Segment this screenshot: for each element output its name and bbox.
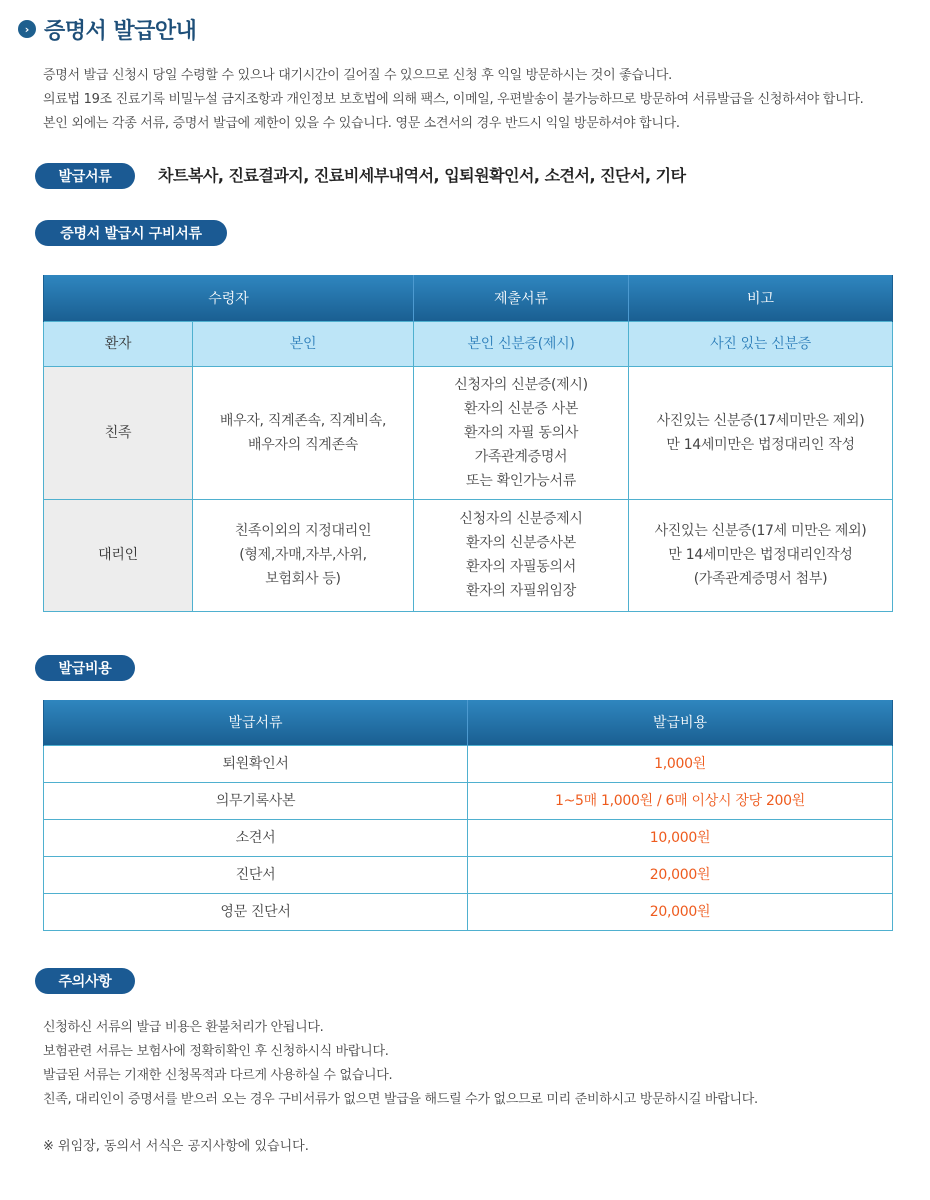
cell-line: 친족이외의 지정대리인	[234, 523, 372, 539]
cell-line: 배우자, 직계존속, 직계비속,	[219, 412, 387, 429]
fee-price-cell: 10,000원	[468, 819, 893, 856]
fees-badge: 발급비용	[35, 655, 135, 681]
cell-line: (가족관계증명서 첨부)	[693, 571, 828, 587]
documents-badge: 발급서류	[35, 163, 135, 189]
table-row	[44, 893, 893, 930]
documents-cell	[414, 366, 629, 499]
cell-line: (형제,자매,자부,사위,	[239, 547, 367, 563]
cell-line: 만 14세미만은 법정대리인 작성	[666, 436, 855, 453]
note-cell: 사진 있는 신분증	[629, 321, 893, 366]
cell-line: 환자의 자필동의서	[466, 559, 576, 575]
table-row	[44, 782, 893, 819]
note-line: 친족, 대리인이 증명서를 받으러 오는 경우 구비서류가 없으면 발급을 해드릴 수가 없으므로 미리 준비하시고 방문하시길 바랍니다.	[43, 1092, 758, 1107]
intro-line: 증명서 발급 신청시 당일 수령할 수 있으나 대기시간이 길어질 수 있으므로 신청 후 익일 방문하시는 것이 좋습니다.	[43, 68, 673, 83]
table-row	[44, 745, 893, 782]
fee-doc-cell: 의무기록사본	[44, 782, 468, 819]
documents-list: 차트복사, 진료결과지, 진료비세부내역서, 입퇴원확인서, 소견서, 진단서, 기타	[158, 166, 686, 185]
note-cell	[629, 366, 893, 499]
documents-cell	[414, 499, 629, 611]
header-document: 발급서류	[44, 700, 468, 745]
note-line: 보험관련 서류는 보험사에 정확히확인 후 신청하시식 바랍니다.	[43, 1044, 389, 1059]
table-header-row	[44, 700, 893, 745]
table-row	[44, 499, 893, 611]
cell-line: 또는 확인가능서류	[466, 472, 576, 489]
header-receiver: 수령자	[44, 275, 414, 321]
intro-line: 본인 외에는 각종 서류, 증명서 발급에 제한이 있을 수 있습니다. 영문 소견서의 경우 반드시 익일 방문하셔야 합니다.	[43, 116, 680, 131]
header-price: 발급비용	[468, 700, 893, 745]
row-label: 환자	[44, 321, 193, 366]
cell-line: 보험회사 등)	[265, 571, 341, 587]
intro-line: 의료법 19조 진료기록 비밀누설 금지조항과 개인정보 보호법에 의해 팩스, 이메일, 우편발송이 불가능하므로 방문하여 서류발급을 신청하셔야 합니다.	[43, 92, 864, 107]
header-documents: 제출서류	[414, 275, 629, 321]
note-line: 발급된 서류는 기재한 신청목적과 다르게 사용하실 수 없습니다.	[43, 1068, 393, 1083]
fee-price-cell: 20,000원	[468, 893, 893, 930]
cell-line: 신청자의 신분증제시	[459, 511, 583, 527]
fee-doc-cell: 진단서	[44, 856, 468, 893]
fee-doc-cell: 퇴원확인서	[44, 745, 468, 782]
table-row	[44, 366, 893, 499]
cell-line: 배우자의 직계존속	[248, 436, 358, 453]
row-label: 대리인	[44, 499, 193, 611]
cell-line: 만 14세미만은 법정대리인작성	[668, 547, 853, 563]
note-cell	[629, 499, 893, 611]
receiver-cell	[193, 366, 414, 499]
notes-badge: 주의사항	[35, 968, 135, 994]
table-row	[44, 856, 893, 893]
fee-price-cell: 20,000원	[468, 856, 893, 893]
note-line: 신청하신 서류의 발급 비용은 환불처리가 안됩니다.	[43, 1020, 324, 1035]
table-row	[44, 321, 893, 366]
cell-line: 환자의 신분증 사본	[463, 400, 579, 417]
notes-list	[43, 1016, 758, 1112]
receiver-cell	[193, 499, 414, 611]
receiver-cell: 본인	[193, 321, 414, 366]
fee-doc-cell: 영문 진단서	[44, 893, 468, 930]
requirements-table	[43, 275, 893, 612]
fee-price-cell: 1~5매 1,000원 / 6매 이상시 장당 200원	[468, 782, 893, 819]
table-row	[44, 819, 893, 856]
cell-line: 가족관계증명서	[474, 448, 568, 465]
cell-line: 환자의 자필위임장	[466, 583, 576, 599]
fee-doc-cell: 소견서	[44, 819, 468, 856]
chevron-right-icon: ›	[18, 20, 36, 38]
fees-table	[43, 700, 893, 931]
page-title: 증명서 발급안내	[44, 18, 197, 44]
table-header-row	[44, 275, 893, 321]
page-header	[18, 14, 196, 44]
cell-line: 환자의 신분증사본	[466, 535, 576, 551]
footnote: ※ 위임장, 동의서 서식은 공지사항에 있습니다.	[43, 1139, 309, 1154]
intro-text	[43, 64, 913, 136]
documents-cell: 본인 신분증(제시)	[414, 321, 629, 366]
cell-line: 사진있는 신분증(17세미만은 제외)	[656, 412, 865, 429]
cell-line: 사진있는 신분증(17세 미만은 제외)	[654, 523, 867, 539]
fee-price-cell: 1,000원	[468, 745, 893, 782]
requirements-badge: 증명서 발급시 구비서류	[35, 220, 227, 246]
cell-line: 환자의 자필 동의사	[463, 424, 579, 441]
header-note: 비고	[629, 275, 893, 321]
row-label: 친족	[44, 366, 193, 499]
cell-line: 신청자의 신분증(제시)	[454, 376, 588, 393]
